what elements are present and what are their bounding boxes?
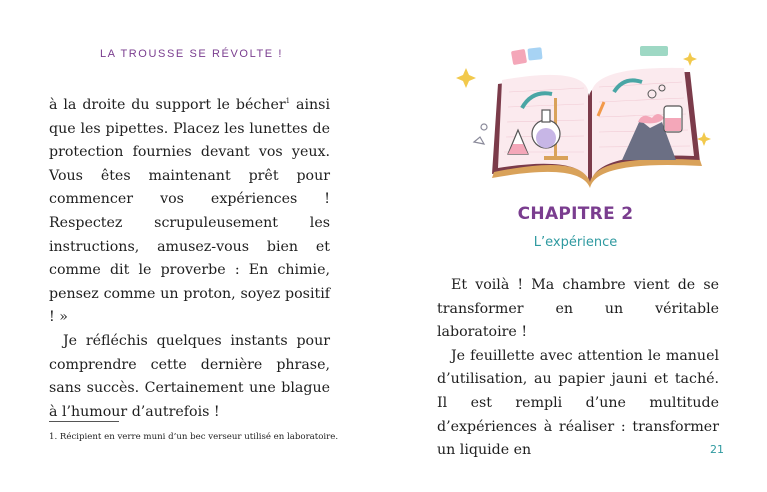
right-paragraph-2: Je feuillette avec attention le manuel d’utilisation, au papier jauni et taché. Il est rempli d’une multitude d’expériences à réaliser : transformer un liquide en <box>437 347 719 459</box>
page-number: 21 <box>710 443 724 456</box>
chemistry-book-icon <box>454 32 724 192</box>
right-body-text <box>437 274 719 463</box>
chapter-subtitle: L’expérience <box>533 235 618 250</box>
right-paragraph-1: Et voilà ! Ma chambre vient de se transformer en un véritable laboratoire ! <box>437 277 719 341</box>
right-page <box>384 0 767 492</box>
footnote-divider <box>49 421 119 422</box>
running-head: LA TROUSSE SE RÉVOLTE ! <box>99 48 284 60</box>
left-paragraph-1 <box>49 90 330 330</box>
left-paragraph-1-start: à la droite du support le bécher <box>49 97 286 113</box>
left-paragraph-1-rest: ainsi que les pipettes. Placez les lunettes de protection fournies devant vos yeux. Vous êtes maintenant prêt pour commencer vos expériences ! Respectez scrupuleusement les instructions, amusez-vous bien et comme dit le proverbe : En chimie, pensez comme un proton, soyez positif ! » <box>49 97 330 326</box>
left-paragraph-2: Je réfléchis quelques instants pour comprendre cette dernière phrase, sans succès. Certainement une blague à l’humour d’autrefois ! <box>49 332 330 420</box>
footnote: 1. Récipient en verre muni d’un bec verseur utilisé en laboratoire. <box>49 432 339 442</box>
footnote-marker: 1 <box>285 97 291 105</box>
chapter-title: CHAPITRE 2 <box>517 204 634 224</box>
open-book-illustration <box>454 32 724 192</box>
left-body-text <box>49 90 330 424</box>
left-page <box>0 0 383 492</box>
